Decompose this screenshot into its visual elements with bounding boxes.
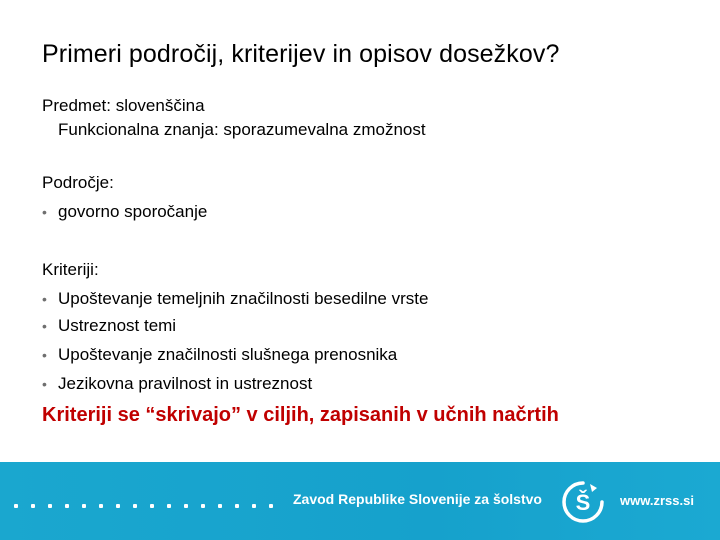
bullet-icon: •: [42, 204, 47, 220]
criteria-item-text: Ustreznost temi: [58, 316, 177, 335]
website-link[interactable]: www.zrss.si: [620, 493, 694, 508]
subject-sub: Funkcionalna znanja: sporazumevalna zmožnost: [58, 120, 426, 139]
area-item-text: govorno sporočanje: [58, 202, 208, 221]
criteria-item: [42, 316, 176, 336]
bullet-icon: •: [42, 347, 47, 363]
criteria-heading: Kriteriji:: [42, 260, 99, 279]
slide-title: Primeri področij, kriterijev in opisov dosežkov?: [42, 40, 560, 68]
zrss-logo-icon: [560, 479, 606, 525]
bullet-icon: •: [42, 318, 47, 334]
criteria-item: [42, 345, 397, 365]
criteria-item: [42, 289, 428, 309]
subject-line: Predmet: slovenščina: [42, 96, 205, 115]
area-item: [42, 202, 207, 222]
bullet-icon: •: [42, 376, 47, 392]
criteria-item-text: Upoštevanje temeljnih značilnosti besedilne vrste: [58, 289, 429, 308]
criteria-item-text: Jezikovna pravilnost in ustreznost: [58, 374, 313, 393]
criteria-item: [42, 374, 312, 394]
organization-name: Zavod Republike Slovenije za šolstvo: [293, 491, 542, 507]
logo-letter: Š: [575, 490, 591, 515]
bullet-icon: •: [42, 291, 47, 307]
criteria-item-text: Upoštevanje značilnosti slušnega prenosnika: [58, 345, 398, 364]
area-heading: Področje:: [42, 173, 114, 192]
callout-text: Kriteriji se “skrivajo” v ciljih, zapisanih v učnih načrtih: [42, 404, 559, 426]
footer-bar: [0, 462, 720, 540]
